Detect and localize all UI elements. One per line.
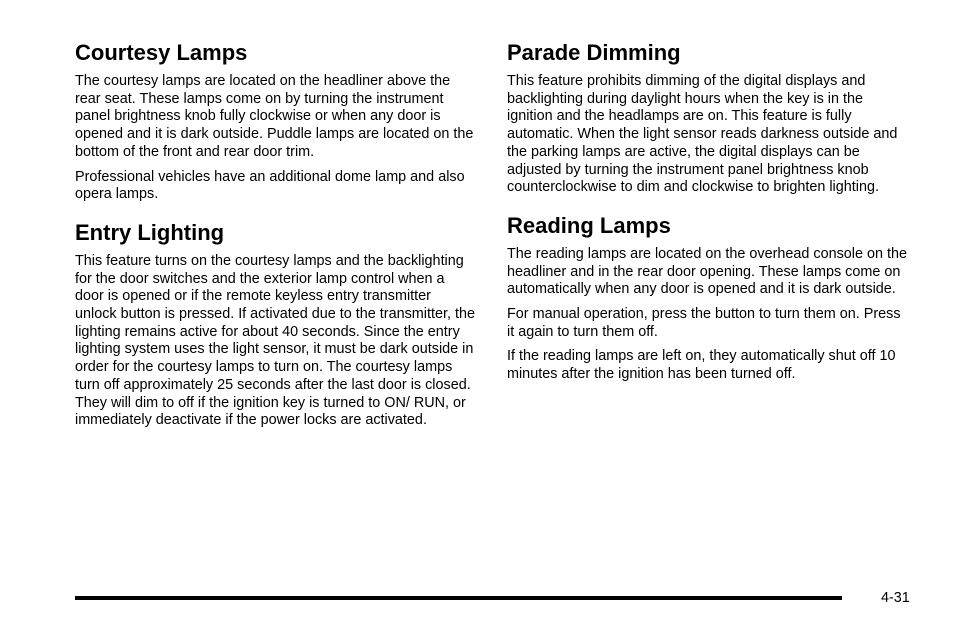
section-entry-lighting	[75, 220, 475, 430]
paragraph: This feature turns on the courtesy lamps and the backlighting for the door switches and the exterior lamp control when a door is opened or if the remote keyless entry transmitter unlock button is pressed. If activated due to the transmitter, the lighting remains active for about 40 seconds. Since the entry lighting system uses the light sensor, it must be dark outside in order for the courtesy lamps to turn on. The courtesy lamps turn off approximately 25 seconds after the last door is closed. They will dim to off if the ignition key is turned to ON/ RUN, or immediately deactivate if the power locks are activated.	[75, 252, 475, 429]
section-heading: Parade Dimming	[507, 40, 681, 65]
paragraph: This feature prohibits dimming of the digital displays and backlighting during daylight hours when the key is in the ignition and the headlamps are on. This feature is fully automatic. When the light sensor reads darkness outside and the parking lamps are active, the digital displays can be adjusted by turning the instrument panel brightness knob counterclockwise to dim and clockwise to brighten lighting.	[507, 73, 898, 196]
page-number: 4-31	[881, 590, 910, 606]
section-heading: Reading Lamps	[507, 212, 671, 238]
section-parade-dimming	[507, 40, 907, 197]
paragraph: Professional vehicles have an additional dome lamp and also opera lamps.	[75, 168, 465, 203]
paragraph: If the reading lamps are left on, they automatically shut off 10 minutes after the ignition has been turned off.	[507, 348, 896, 383]
section-heading: Courtesy Lamps	[75, 40, 248, 65]
section-courtesy-lamps	[75, 40, 475, 204]
paragraph: The courtesy lamps are located on the headliner above the rear seat. These lamps come on by turning the instrument panel brightness knob fully clockwise or when any door is opened and it is dark outside. Puddle lamps are located on the bottom of the front and rear door trim.	[75, 73, 474, 160]
section-reading-lamps	[507, 213, 907, 384]
right-column	[507, 40, 907, 391]
section-heading: Entry Lighting	[75, 219, 225, 245]
paragraph: The reading lamps are located on the overhead console on the headliner and in the rear door opening. These lamps come on automatically when any door is opened and it is dark outside.	[507, 245, 908, 298]
paragraph: For manual operation, press the button to turn them on. Press it again to turn them off.	[507, 306, 901, 340]
left-column	[75, 40, 475, 437]
footer-rule	[75, 596, 842, 600]
